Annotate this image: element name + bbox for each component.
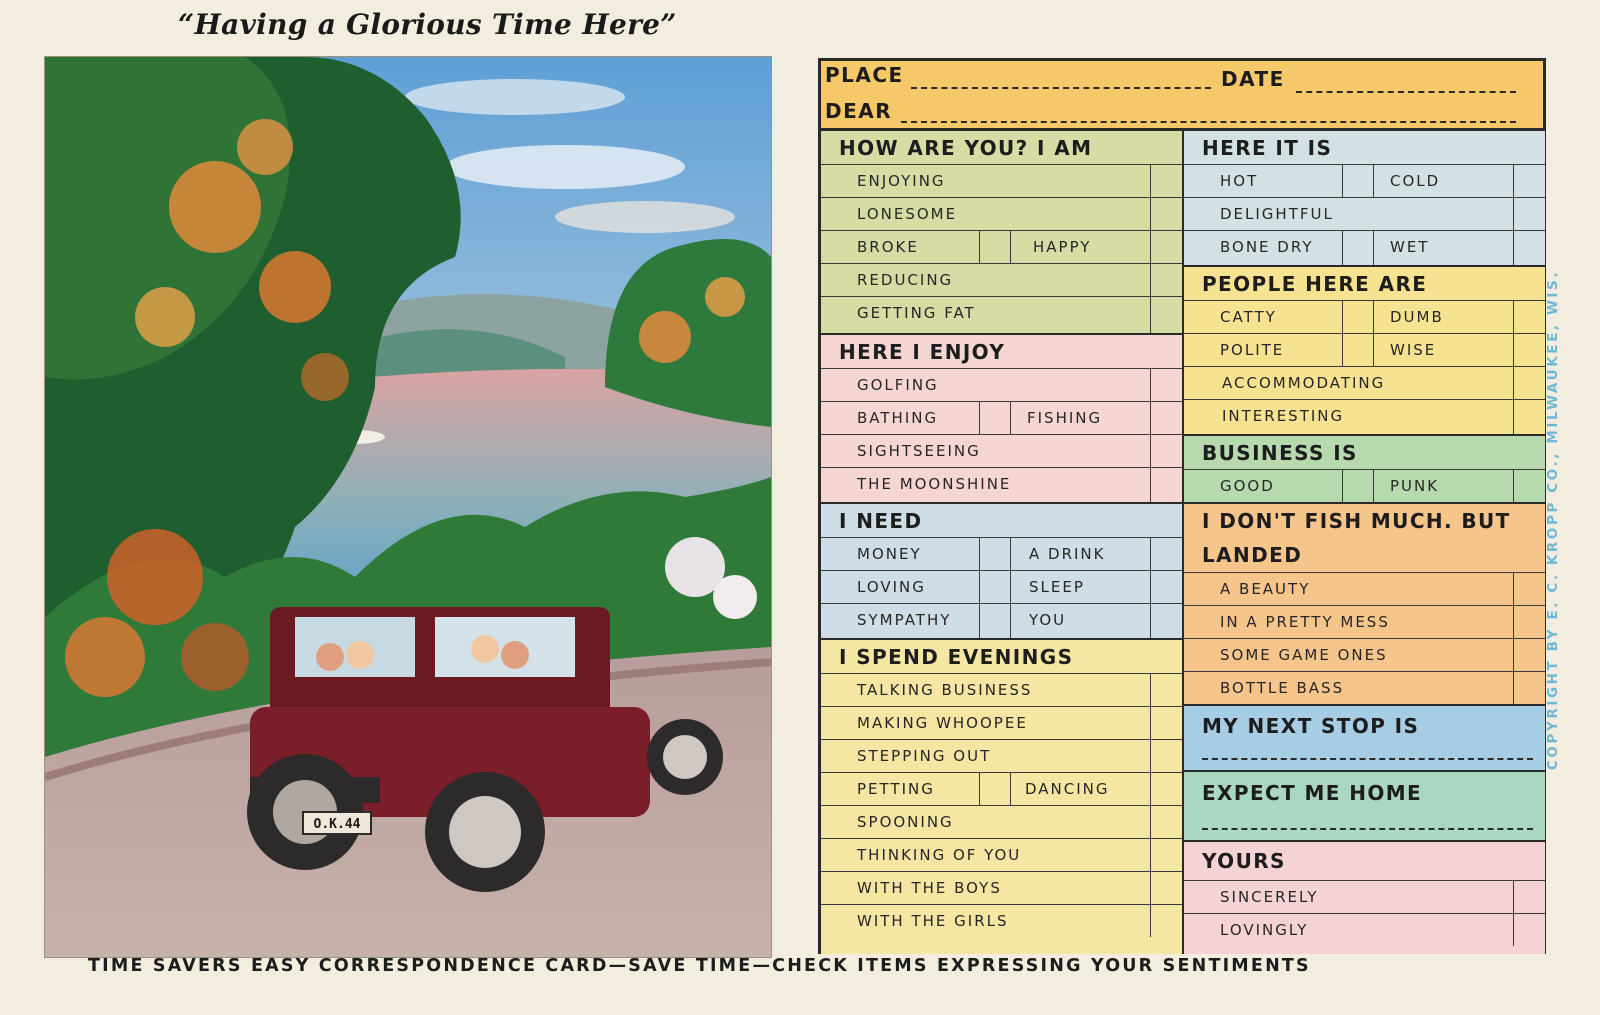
checkbox[interactable] (1150, 369, 1182, 401)
checkbox[interactable] (1150, 707, 1182, 739)
option-petting[interactable]: PETTING (857, 780, 935, 798)
option-interesting[interactable]: INTERESTING (1222, 407, 1345, 425)
license-plate: O.K.44 (313, 817, 361, 832)
option-row[interactable] (821, 904, 1182, 937)
option-row[interactable] (1184, 913, 1545, 946)
checkbox[interactable] (1342, 301, 1374, 333)
section-heading: EXPECT ME HOME (1202, 781, 1423, 805)
option-row[interactable] (821, 434, 1182, 467)
checkbox[interactable] (1150, 538, 1182, 570)
checkbox[interactable] (1513, 881, 1545, 913)
option-accommodating[interactable]: ACCOMMODATING (1222, 374, 1386, 392)
option-row[interactable] (821, 401, 1182, 434)
illustration (44, 56, 772, 958)
option-row[interactable] (821, 838, 1182, 871)
section-heading: I SPEND EVENINGS (839, 645, 1074, 669)
checkbox[interactable] (1513, 334, 1545, 366)
checkbox[interactable] (1513, 470, 1545, 502)
card-footer: TIME SAVERS EASY CORRESPONDENCE CARD—SAVE TIME—CHECK ITEMS EXPRESSING YOUR SENTIMENTS (88, 956, 1311, 976)
option-loving[interactable]: LOVING (857, 578, 926, 596)
option-row[interactable] (1184, 366, 1545, 399)
option-row[interactable] (821, 603, 1182, 638)
copyright-text: COPYRIGHT BY E. C. KROPP CO., MILWAUKEE, WIS. (1545, 269, 1561, 771)
checkbox[interactable] (1150, 806, 1182, 838)
option-row[interactable] (1184, 333, 1545, 366)
checkbox[interactable] (1513, 672, 1545, 704)
option-making-whoopee[interactable]: MAKING WHOOPEE (857, 714, 1028, 732)
date-label: DATE (1221, 67, 1285, 91)
checkbox[interactable] (1150, 198, 1182, 230)
checkbox[interactable] (1342, 334, 1374, 366)
option-money[interactable]: MONEY (857, 545, 922, 563)
checkbox[interactable] (1513, 198, 1545, 230)
date-field[interactable] (1296, 91, 1516, 93)
option-a-beauty[interactable]: A BEAUTY (1220, 580, 1311, 598)
option-row[interactable] (821, 871, 1182, 904)
checkbox[interactable] (1150, 435, 1182, 467)
option-row[interactable] (821, 467, 1182, 502)
section-people-here-are (1184, 267, 1545, 436)
form-right-column (1182, 131, 1545, 951)
option-lovingly[interactable]: LOVINGLY (1220, 921, 1309, 939)
option-row[interactable] (1184, 572, 1545, 605)
option-row[interactable] (1184, 230, 1545, 265)
checkbox[interactable] (1342, 231, 1374, 265)
option-fishing[interactable]: FISHING (1027, 409, 1103, 427)
section-i-spend-evenings (821, 640, 1182, 954)
section-here-i-enjoy (821, 335, 1182, 504)
section-yours (1184, 842, 1545, 954)
section-heading: YOURS (1202, 849, 1286, 873)
option-bottle-bass[interactable]: BOTTLE BASS (1220, 679, 1345, 697)
option-dancing[interactable]: DANCING (1025, 780, 1110, 798)
option-polite[interactable]: POLITE (1220, 341, 1285, 359)
checkbox[interactable] (1150, 402, 1182, 434)
checkbox[interactable] (1513, 301, 1545, 333)
section-fish (1184, 504, 1545, 706)
option-row[interactable] (1184, 605, 1545, 638)
option-row[interactable] (821, 197, 1182, 230)
option-row[interactable] (821, 673, 1182, 706)
checkbox[interactable] (1150, 740, 1182, 772)
option-row[interactable] (821, 296, 1182, 333)
option-some-game-ones[interactable]: SOME GAME ONES (1220, 646, 1388, 664)
checkbox[interactable] (1513, 400, 1545, 434)
option-row[interactable] (1184, 469, 1545, 502)
option-row[interactable] (1184, 164, 1545, 197)
checkbox[interactable] (979, 571, 1011, 603)
section-heading: MY NEXT STOP IS (1202, 714, 1420, 738)
place-field[interactable] (911, 87, 1211, 89)
option-talking-business[interactable]: TALKING BUSINESS (857, 681, 1033, 699)
checkbox[interactable] (1150, 571, 1182, 603)
option-sightseeing[interactable]: SIGHTSEEING (857, 442, 981, 460)
option-with-the-girls[interactable]: WITH THE GIRLS (857, 912, 1009, 930)
option-hot[interactable]: HOT (1220, 172, 1259, 190)
correspondence-form (818, 58, 1546, 954)
option-getting-fat[interactable]: GETTING FAT (857, 304, 976, 322)
option-row[interactable] (1184, 197, 1545, 230)
section-business-is (1184, 436, 1545, 504)
section-expect-home (1184, 772, 1545, 842)
section-next-stop (1184, 706, 1545, 772)
checkbox[interactable] (1342, 165, 1374, 197)
option-good[interactable]: GOOD (1220, 477, 1275, 495)
option-row[interactable] (1184, 671, 1545, 704)
checkbox[interactable] (1150, 839, 1182, 871)
section-heading: PEOPLE HERE ARE (1202, 272, 1428, 296)
checkbox[interactable] (1150, 905, 1182, 937)
dear-field[interactable] (901, 121, 1516, 123)
option-cold[interactable]: COLD (1390, 172, 1441, 190)
card-title: “Having a Glorious Time Here” (178, 8, 677, 41)
checkbox[interactable] (1150, 674, 1182, 706)
checkbox[interactable] (1150, 297, 1182, 333)
option-punk[interactable]: PUNK (1390, 477, 1440, 495)
checkbox[interactable] (1513, 639, 1545, 671)
option-reducing[interactable]: REDUCING (857, 271, 954, 289)
option-row[interactable] (821, 164, 1182, 197)
option-sincerely[interactable]: SINCERELY (1220, 888, 1319, 906)
checkbox[interactable] (1513, 573, 1545, 605)
checkbox[interactable] (1513, 367, 1545, 399)
checkbox[interactable] (1150, 231, 1182, 263)
option-bone-dry[interactable]: BONE DRY (1220, 238, 1314, 256)
dear-label: DEAR (825, 99, 893, 123)
checkbox[interactable] (979, 773, 1011, 805)
checkbox[interactable] (1513, 231, 1545, 265)
option-spooning[interactable]: SPOONING (857, 813, 954, 831)
option-row[interactable] (1184, 638, 1545, 671)
option-row[interactable] (821, 537, 1182, 570)
checkbox[interactable] (979, 538, 1011, 570)
checkbox[interactable] (979, 231, 1011, 263)
option-wise[interactable]: WISE (1390, 341, 1437, 359)
next-stop-field[interactable] (1202, 758, 1533, 760)
expect-home-field[interactable] (1202, 828, 1533, 830)
checkbox[interactable] (1150, 773, 1182, 805)
option-row[interactable] (821, 772, 1182, 805)
checkbox[interactable] (1150, 264, 1182, 296)
option-dumb[interactable]: DUMB (1390, 308, 1444, 326)
checkbox[interactable] (1150, 604, 1182, 638)
option-wet[interactable]: WET (1390, 238, 1430, 256)
checkbox[interactable] (1513, 606, 1545, 638)
option-sleep[interactable]: SLEEP (1029, 578, 1085, 596)
checkbox[interactable] (1513, 165, 1545, 197)
form-left-column (821, 131, 1182, 951)
option-sympathy[interactable]: SYMPATHY (857, 611, 952, 629)
option-row[interactable] (821, 368, 1182, 401)
option-enjoying[interactable]: ENJOYING (857, 172, 946, 190)
option-a-drink[interactable]: A DRINK (1029, 545, 1106, 563)
section-heading: HOW ARE YOU? I AM (839, 136, 1093, 160)
section-heading: HERE I ENJOY (839, 340, 1006, 364)
option-you[interactable]: YOU (1029, 611, 1067, 629)
option-row[interactable] (821, 230, 1182, 263)
option-row[interactable] (1184, 300, 1545, 333)
option-delightful[interactable]: DELIGHTFUL (1220, 205, 1334, 223)
option-in-a-pretty-mess[interactable]: IN A PRETTY MESS (1220, 613, 1390, 631)
option-catty[interactable]: CATTY (1220, 308, 1277, 326)
option-row[interactable] (821, 263, 1182, 296)
option-row[interactable] (1184, 399, 1545, 434)
option-happy[interactable]: HAPPY (1033, 238, 1092, 256)
option-lonesome[interactable]: LONESOME (857, 205, 958, 223)
checkbox[interactable] (979, 604, 1011, 638)
option-row[interactable] (821, 805, 1182, 838)
option-row[interactable] (821, 570, 1182, 603)
checkbox[interactable] (1150, 165, 1182, 197)
section-heading: I NEED (839, 509, 923, 533)
form-header (821, 61, 1543, 131)
checkbox[interactable] (979, 402, 1011, 434)
checkbox[interactable] (1150, 872, 1182, 904)
option-bathing[interactable]: BATHING (857, 409, 939, 427)
checkbox[interactable] (1150, 468, 1182, 502)
option-thinking-of-you[interactable]: THINKING OF YOU (857, 846, 1022, 864)
checkbox[interactable] (1342, 470, 1374, 502)
section-here-it-is (1184, 131, 1545, 267)
section-heading: I DON'T FISH MUCH. BUT LANDED (1202, 509, 1511, 567)
option-row[interactable] (821, 706, 1182, 739)
section-heading: BUSINESS IS (1202, 441, 1358, 465)
option-with-the-boys[interactable]: WITH THE BOYS (857, 879, 1002, 897)
option-the-moonshine[interactable]: THE MOONSHINE (857, 475, 1012, 493)
option-broke[interactable]: BROKE (857, 238, 919, 256)
section-i-need (821, 504, 1182, 640)
lake-scene-image (45, 57, 771, 957)
section-how-are-you (821, 131, 1182, 335)
place-label: PLACE (825, 63, 904, 87)
section-heading: HERE IT IS (1202, 136, 1333, 160)
checkbox[interactable] (1513, 914, 1545, 946)
option-row[interactable] (1184, 880, 1545, 913)
option-row[interactable] (821, 739, 1182, 772)
option-golfing[interactable]: GOLFING (857, 376, 939, 394)
option-stepping-out[interactable]: STEPPING OUT (857, 747, 992, 765)
